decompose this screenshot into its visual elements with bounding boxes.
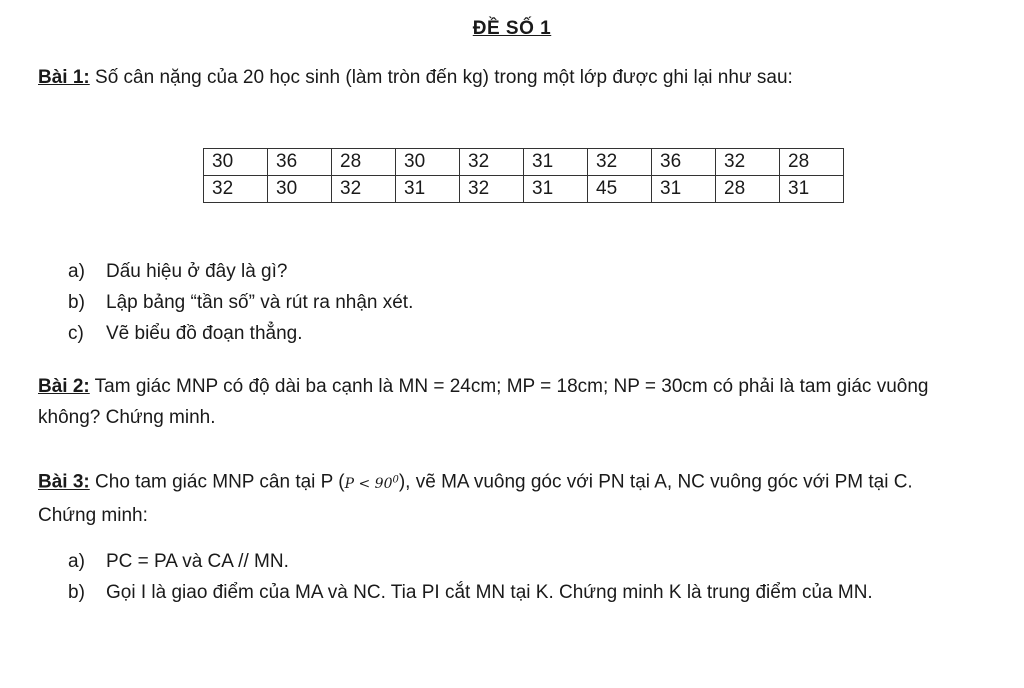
- list-item: [68, 577, 936, 608]
- bai2-label: Bài 2:: [38, 376, 90, 397]
- item-text: Dấu hiệu ở đây là gì?: [106, 261, 288, 282]
- bai3-paragraph: [38, 464, 943, 531]
- list-item: [68, 546, 936, 577]
- angle-condition: [345, 476, 399, 492]
- table-row: [204, 176, 844, 203]
- table-cell: 31: [780, 176, 844, 203]
- table-cell: 31: [652, 176, 716, 203]
- item-marker: a): [68, 551, 85, 572]
- table-cell: 32: [460, 149, 524, 176]
- bai2-text: Tam giác MNP có độ dài ba cạnh là MN = 24cm; MP = 18cm; NP = 30cm có phải là tam giác vuông không? Chứng minh.: [38, 376, 929, 428]
- list-item: [68, 318, 936, 349]
- item-text: Vẽ biểu đồ đoạn thẳng.: [106, 323, 303, 344]
- bai1-text: Số cân nặng của 20 học sinh (làm tròn đến kg) trong một lớp được ghi lại như sau:: [89, 67, 793, 88]
- table-cell: 32: [332, 176, 396, 203]
- table-cell: 31: [524, 176, 588, 203]
- item-marker: c): [68, 323, 84, 344]
- table-row: [204, 149, 844, 176]
- item-text: Lập bảng “tần số” và rút ra nhận xét.: [106, 292, 414, 313]
- table-cell: 31: [524, 149, 588, 176]
- item-text: Gọi I là giao điểm của MA và NC. Tia PI cắt MN tại K. Chứng minh K là trung điểm của MN.: [106, 582, 873, 603]
- table-cell: 36: [268, 149, 332, 176]
- bai1-paragraph: [38, 62, 943, 93]
- bai3-text-before: Cho tam giác MNP cân tại P (: [89, 471, 345, 493]
- table-cell: 32: [204, 176, 268, 203]
- bai1-questions: [68, 256, 936, 349]
- table-cell: 32: [716, 149, 780, 176]
- table-cell: 45: [588, 176, 652, 203]
- table-cell: 31: [396, 176, 460, 203]
- item-marker: b): [68, 292, 85, 313]
- page-title: ĐỀ SỐ 1: [472, 18, 552, 39]
- table-cell: 28: [716, 176, 780, 203]
- list-item: [68, 256, 936, 287]
- table-cell: 30: [396, 149, 460, 176]
- item-marker: a): [68, 261, 85, 282]
- weight-table: [203, 148, 844, 203]
- item-marker: b): [68, 582, 85, 603]
- degree-mark: 0: [392, 474, 399, 485]
- bai3-label: Bài 3:: [38, 471, 90, 493]
- table-cell: 32: [588, 149, 652, 176]
- item-text: PC = PA và CA // MN.: [106, 551, 289, 572]
- table-cell: 28: [332, 149, 396, 176]
- table-cell: 36: [652, 149, 716, 176]
- bai3-questions: [68, 546, 936, 608]
- bai2-paragraph: [38, 371, 943, 433]
- bai3-text-after: ), vẽ MA vuông góc với PN tại A, NC vuông góc với PM tại C. Chứng minh:: [38, 471, 913, 526]
- table-cell: 28: [780, 149, 844, 176]
- bai1-label: Bài 1:: [38, 67, 90, 88]
- table-cell: 32: [460, 176, 524, 203]
- list-item: [68, 287, 936, 318]
- table-cell: 30: [204, 149, 268, 176]
- angle-expression: P < 90: [344, 475, 393, 492]
- table-cell: 30: [268, 176, 332, 203]
